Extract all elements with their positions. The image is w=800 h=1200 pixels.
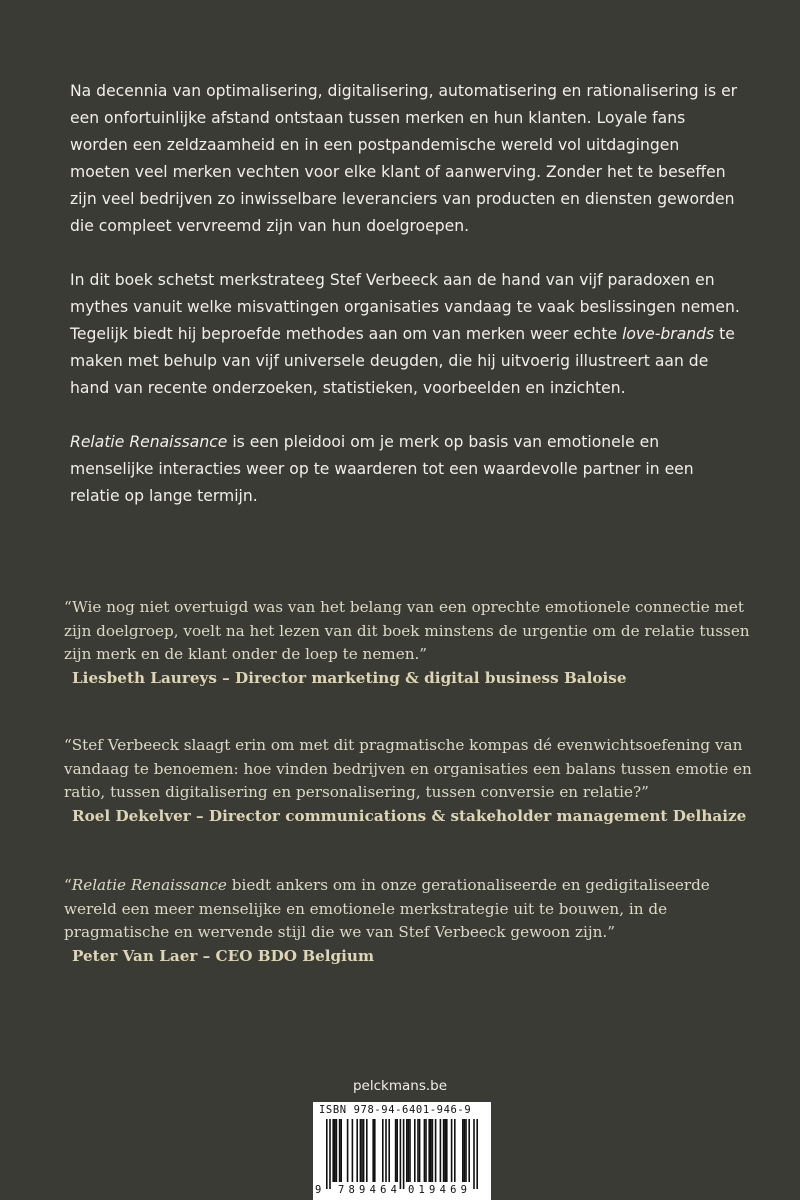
barcode-bar xyxy=(347,1119,349,1182)
isbn-label: ISBN 978-94-6401-946-9 xyxy=(319,1104,472,1116)
barcode-bar xyxy=(395,1119,397,1182)
barcode-bar xyxy=(340,1119,342,1182)
endorsement-author: Peter Van Laer – CEO BDO Belgium xyxy=(72,946,375,965)
barcode-bar xyxy=(440,1119,442,1182)
barcode-bar xyxy=(336,1119,338,1182)
barcode-bar xyxy=(388,1119,390,1182)
quote-rest: biedt ankers om in onze gerationaliseerde en gedigitaliseerde wereld een meer menselijke en emotionele merkstrategie uit te bouwen, in de pragmatische en wervende stijl die we van Stef Verbeeck gewoon zijn.” xyxy=(64,876,710,941)
barcode-bar xyxy=(329,1119,331,1189)
blurb-paragraph-2-emphasis: love-brands xyxy=(622,325,715,343)
isbn-barcode xyxy=(313,1102,491,1200)
barcode-bar xyxy=(473,1119,475,1189)
barcode-bar xyxy=(385,1119,387,1182)
endorsement-1 xyxy=(64,596,754,690)
barcode-bar xyxy=(451,1119,453,1182)
barcode-bar xyxy=(425,1119,427,1182)
barcode-bar xyxy=(476,1119,478,1189)
barcode-bar xyxy=(428,1119,430,1182)
barcode-bar xyxy=(444,1119,446,1182)
endorsement-author: Liesbeth Laureys – Director marketing & digital business Baloise xyxy=(72,668,627,687)
ean-left-digits: 789464 xyxy=(338,1184,402,1196)
blurb-paragraph-2 xyxy=(70,267,740,402)
barcode-bar xyxy=(406,1119,408,1182)
barcode-bar xyxy=(408,1119,410,1182)
quote-open-mark: “ xyxy=(64,876,72,894)
book-blurb xyxy=(70,78,740,537)
barcode-bar xyxy=(417,1119,419,1182)
ean-first-digit: 9 xyxy=(315,1184,322,1196)
barcode-bar xyxy=(462,1119,464,1182)
endorsement-3 xyxy=(64,874,754,968)
barcode-bar xyxy=(326,1119,328,1189)
endorsement-quote: “Wie nog niet overtuigd was van het belang van een oprechte emotionele connectie met zijn doelgroep, voelt na het lezen van dit boek minstens de urgentie om de relatie tussen zijn merk en de klant onder de loep te nemen.” xyxy=(64,598,750,663)
barcode-bar xyxy=(435,1119,437,1182)
barcode-bar xyxy=(465,1119,467,1182)
endorsement-2 xyxy=(64,734,754,828)
barcode-bar xyxy=(363,1119,365,1182)
barcode-bar xyxy=(361,1119,363,1182)
barcode-bar xyxy=(396,1119,398,1182)
barcode-bar xyxy=(443,1119,445,1182)
barcode-bar xyxy=(414,1119,416,1182)
quote-book-title: Relatie Renaissance xyxy=(71,876,227,894)
barcode-bar xyxy=(334,1119,336,1182)
barcode-bar xyxy=(382,1119,384,1182)
barcode-bar xyxy=(372,1119,374,1182)
barcode-bar xyxy=(360,1119,362,1182)
publisher-url: pelckmans.be xyxy=(352,1078,448,1094)
endorsement-quote xyxy=(64,874,754,945)
barcode-bar xyxy=(356,1119,358,1182)
barcode-bar xyxy=(446,1119,448,1182)
barcode-bar xyxy=(432,1119,434,1182)
endorsement-quote: “Stef Verbeeck slaagt erin om met dit pragmatische kompas dé evenwichtsoefening van vandaag te benoemen: hoe vinden bedrijven en organisaties een balans tussen emotie en ratio, tussen digitalisering en personalisering, tussen conversie en relatie?” xyxy=(64,736,752,801)
barcode-bar xyxy=(403,1119,405,1189)
blurb-paragraph-3-rest: is een pleidooi om je merk op basis van emotionele en menselijke interacties weer op te waarderen tot een waardevolle partner in een relatie op lange termijn. xyxy=(70,433,694,505)
barcode-bar xyxy=(332,1119,334,1182)
barcode-bar xyxy=(352,1119,354,1182)
barcode-bar xyxy=(454,1119,456,1182)
barcode-bar xyxy=(374,1119,376,1182)
ean-right-digits: 019469 xyxy=(408,1184,472,1196)
barcode-bar xyxy=(468,1119,470,1182)
barcode-bar xyxy=(339,1119,341,1182)
barcode-bar xyxy=(400,1119,402,1189)
blurb-paragraph-3-title: Relatie Renaissance xyxy=(70,433,228,451)
barcode-bar xyxy=(430,1119,432,1182)
barcode-bar xyxy=(366,1119,368,1182)
blurb-paragraph-2-start: In dit boek schetst merkstrateeg Stef Verbeeck aan de hand van vijf paradoxen en mythes vanuit welke misvattingen organisaties vandaag te vaak beslissingen nemen. Tegelijk biedt hij beproefde methodes aan om van merken weer echte xyxy=(70,271,740,343)
barcode-bar xyxy=(409,1119,411,1182)
blurb-paragraph-1: Na decennia van optimalisering, digitalisering, automatisering en rationalisering is er een onfortuinlijke afstand ontstaan tussen merken en hun klanten. Loyale fans worden een zeldzaamheid en in een postpandemische wereld vol uitdagingen moeten veel merken vechten voor elke klant of aanwerving. Zonder het te beseffen zijn veel bedrijven zo inwisselbare leveranciers van producten en diensten geworden die compleet vervreemd zijn van hun doelgroepen. xyxy=(70,82,738,235)
blurb-paragraph-3 xyxy=(70,429,740,510)
barcode-bar xyxy=(419,1119,421,1182)
endorsement-author: Roel Dekelver – Director communications & stakeholder management Delhaize xyxy=(72,806,747,825)
barcode-bar xyxy=(424,1119,426,1182)
barcode-bar xyxy=(464,1119,466,1182)
blurb-paragraph-2-end: te maken met behulp van vijf universele deugden, die hij uitvoerig illustreert aan de hand van recente onderzoeken, statistieken, voorbeelden en inzichten. xyxy=(70,325,735,397)
